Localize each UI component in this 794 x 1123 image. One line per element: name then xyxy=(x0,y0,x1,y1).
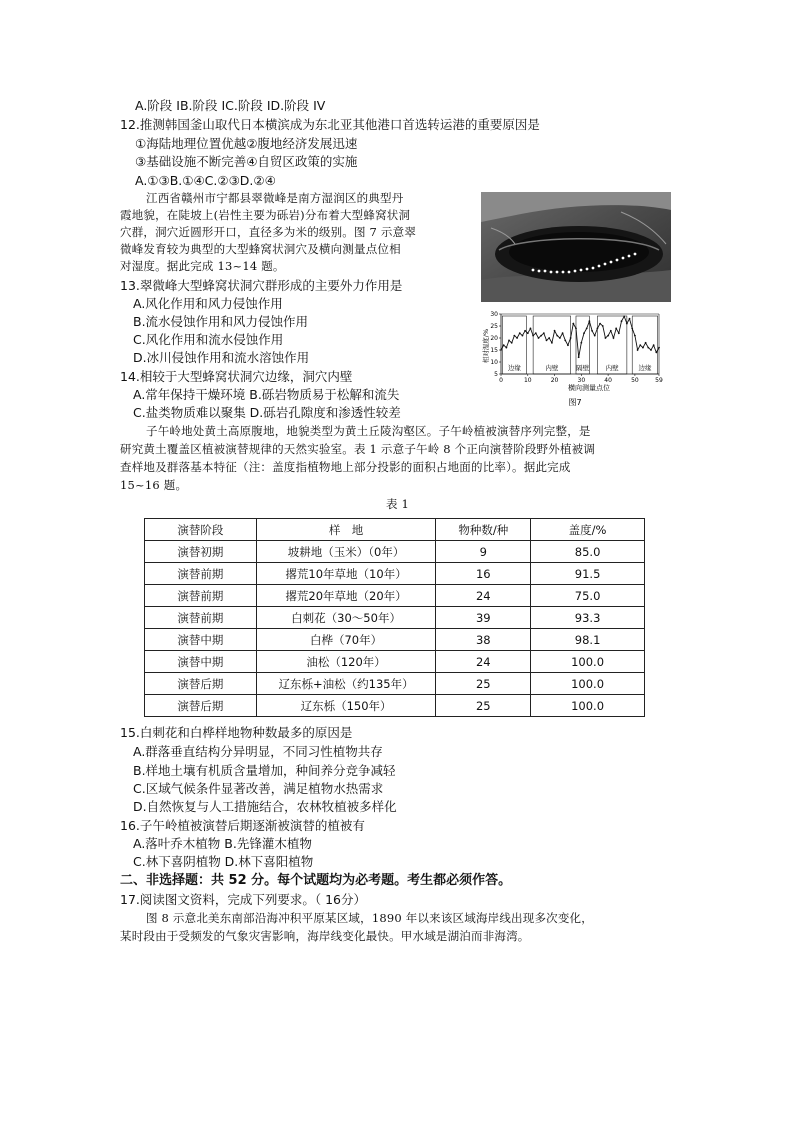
passage3-line: 图 8 示意北美东南部沿海冲积平原某区域，1890 年以来该区域海岸线出现多次变化， xyxy=(146,911,593,925)
q15-stem: 15.白刺花和白桦样地物种数最多的原因是 xyxy=(120,725,353,740)
table-cell: 白刺花（30～50年） xyxy=(256,607,436,629)
table-cell: 16 xyxy=(436,563,531,585)
section2-heading: 二、非选择题：共 52 分。每个试题均为必考题。考生都必须作答。 xyxy=(120,873,512,888)
humidity-point xyxy=(634,335,636,337)
x-tick-label: 0 xyxy=(499,377,503,384)
q13-option-a: A.风化作用和风力侵蚀作用 xyxy=(133,296,283,311)
humidity-point xyxy=(540,335,542,337)
q15-option-a: A.群落垂直结构分异明显，不同习性植物共存 xyxy=(133,744,383,759)
humidity-point xyxy=(591,330,593,332)
table-cell: 演替前期 xyxy=(145,563,257,585)
humidity-point xyxy=(631,328,633,330)
table-cell: 油松（120年） xyxy=(256,651,436,673)
humidity-point xyxy=(599,323,601,325)
passage1-line: 微峰发育较为典型的大型蜂窝状洞穴及横向测量点位相 xyxy=(120,242,401,256)
humidity-point xyxy=(650,349,652,351)
humidity-point xyxy=(548,337,550,339)
humidity-point xyxy=(618,332,620,334)
humidity-point xyxy=(524,330,526,332)
table-header: 演替阶段 xyxy=(145,519,257,541)
table-cell: 24 xyxy=(436,651,531,673)
y-tick-label: 30 xyxy=(490,311,498,318)
chart-ylabel: 相对湿度/% xyxy=(482,328,490,364)
humidity-point xyxy=(503,344,505,346)
y-tick-label: 15 xyxy=(490,347,498,354)
figure7-caption: 图7 xyxy=(568,398,582,407)
humidity-point xyxy=(623,316,625,318)
q17-stem: 17.阅读图文资料，完成下列要求。（ 16分） xyxy=(120,892,367,907)
humidity-point xyxy=(613,337,615,339)
humidity-point xyxy=(513,335,515,337)
q11-options: A.阶段 IB.阶段 IC.阶段 ID.阶段 IV xyxy=(135,98,326,113)
passage1-line: 霞地貌，在陡坡上(岩性主要为砾岩)分布着大型蜂窝状洞 xyxy=(120,208,411,222)
table-cell: 25 xyxy=(436,673,531,695)
humidity-point xyxy=(586,328,588,330)
chart-xlabel: 横向测量点位 xyxy=(568,384,610,392)
zone-label: 边缘 xyxy=(638,364,652,372)
succession-table xyxy=(144,518,645,717)
table-header-row xyxy=(145,519,645,541)
table-header: 盖度/% xyxy=(531,519,645,541)
q13-option-d: D.冰川侵蚀作用和流水溶蚀作用 xyxy=(133,350,310,365)
humidity-point xyxy=(559,337,561,339)
table-cell: 坡耕地（玉米）（0年） xyxy=(256,541,436,563)
table-cell: 演替中期 xyxy=(145,651,257,673)
cave-photo xyxy=(481,192,671,302)
humidity-point xyxy=(629,318,631,320)
humidity-point xyxy=(519,332,521,334)
passage3-line: 某时段由于受频发的气象灾害影响，海岸线变化最快。甲水域是湖泊而非海湾。 xyxy=(120,929,530,943)
table-cell: 白桦（70年） xyxy=(256,629,436,651)
humidity-point xyxy=(511,342,513,344)
q12-options: A.①③B.①④C.②③D.②④ xyxy=(135,173,276,188)
x-tick-label: 59 xyxy=(655,377,663,384)
humidity-point xyxy=(535,332,537,334)
table-row xyxy=(145,651,645,673)
humidity-point xyxy=(626,323,628,325)
table-cell: 39 xyxy=(436,607,531,629)
humidity-point xyxy=(615,328,617,330)
humidity-point xyxy=(516,337,518,339)
q16-options-cd: C.林下喜阴植物 D.林下喜阳植物 xyxy=(133,854,314,869)
humidity-chart-svg xyxy=(481,306,671,410)
humidity-point xyxy=(594,335,596,337)
q13-stem: 13.翠微峰大型蜂窝状洞穴群形成的主要外力作用是 xyxy=(120,278,403,293)
humidity-point xyxy=(658,347,660,349)
zone-label: 边缘 xyxy=(507,364,521,372)
zone-label: 隔壁 xyxy=(576,364,590,372)
table-cell: 演替前期 xyxy=(145,607,257,629)
humidity-point xyxy=(642,347,644,349)
humidity-point xyxy=(538,337,540,339)
table-header: 物种数/种 xyxy=(436,519,531,541)
passage2-line: 15~16 题。 xyxy=(120,478,188,492)
humidity-point xyxy=(500,349,502,351)
table-cell: 98.1 xyxy=(531,629,645,651)
y-tick-label: 10 xyxy=(490,359,498,366)
humidity-chart xyxy=(481,306,671,410)
table-row xyxy=(145,585,645,607)
passage2-line: 研究黄土覆盖区植被演替规律的天然实验室。表 1 示意子午岭 8 个正向演替阶段野外植被调 xyxy=(120,442,596,456)
humidity-point xyxy=(597,328,599,330)
table-cell: 演替中期 xyxy=(145,629,257,651)
table-row xyxy=(145,541,645,563)
table-cell: 100.0 xyxy=(531,695,645,717)
zone-label: 内壁 xyxy=(545,364,559,372)
table-cell: 演替后期 xyxy=(145,695,257,717)
table-cell: 演替前期 xyxy=(145,585,257,607)
humidity-point xyxy=(583,332,585,334)
x-tick-label: 40 xyxy=(604,377,612,384)
y-tick-label: 25 xyxy=(490,323,498,330)
humidity-point xyxy=(605,337,607,339)
humidity-point xyxy=(532,335,534,337)
table-cell: 75.0 xyxy=(531,585,645,607)
humidity-point xyxy=(602,325,604,327)
humidity-point xyxy=(647,347,649,349)
y-tick-label: 5 xyxy=(494,371,498,378)
table-row xyxy=(145,563,645,585)
table-cell: 演替后期 xyxy=(145,673,257,695)
humidity-point xyxy=(621,320,623,322)
humidity-point xyxy=(653,344,655,346)
table-row xyxy=(145,607,645,629)
q16-stem: 16.子午岭植被演替后期逐渐被演替的植被有 xyxy=(120,818,365,833)
table-cell: 辽东栎（150年） xyxy=(256,695,436,717)
humidity-point xyxy=(580,342,582,344)
table-cell: 38 xyxy=(436,629,531,651)
y-tick-label: 20 xyxy=(490,335,498,342)
table-cell: 91.5 xyxy=(531,563,645,585)
table-header: 样 地 xyxy=(256,519,436,541)
humidity-point xyxy=(546,340,548,342)
zone-label: 内壁 xyxy=(605,364,619,372)
table-cell: 93.3 xyxy=(531,607,645,629)
x-tick-label: 10 xyxy=(523,377,532,384)
humidity-point xyxy=(562,332,564,334)
humidity-point xyxy=(530,328,532,330)
table-cell: 撂荒20年草地（20年） xyxy=(256,585,436,607)
q12-stem: 12.推测韩国釜山取代日本横滨成为东北亚其他港口首选转运港的重要原因是 xyxy=(120,117,540,132)
humidity-point xyxy=(637,349,639,351)
humidity-point xyxy=(556,335,558,337)
table-cell: 9 xyxy=(436,541,531,563)
cave-photo-drawing xyxy=(481,192,671,302)
table-row xyxy=(145,629,645,651)
table-cell: 撂荒10年草地（10年） xyxy=(256,563,436,585)
q14-options-ab: A.常年保持干燥环境 B.砾岩物质易于松解和流失 xyxy=(133,387,400,402)
humidity-point xyxy=(570,337,572,339)
humidity-point xyxy=(567,344,569,346)
humidity-point xyxy=(543,332,545,334)
q14-stem: 14.相较于大型蜂窝状洞穴边缘，洞穴内壁 xyxy=(120,369,353,384)
x-tick-label: 50 xyxy=(631,377,639,384)
humidity-point xyxy=(575,328,577,330)
humidity-point xyxy=(551,342,553,344)
humidity-point xyxy=(588,320,590,322)
table-row xyxy=(145,695,645,717)
q15-option-b: B.样地土壤有机质含量增加，种间养分竞争减轻 xyxy=(133,763,396,778)
humidity-point xyxy=(508,340,510,342)
passage1-line: 对湿度。据此完成 13~14 题。 xyxy=(120,259,285,273)
humidity-point xyxy=(645,342,647,344)
q16-options-ab: A.落叶乔木植物 B.先锋灌木植物 xyxy=(133,836,312,851)
humidity-point xyxy=(572,323,574,325)
humidity-point xyxy=(554,330,556,332)
q13-option-c: C.风化作用和流水侵蚀作用 xyxy=(133,332,284,347)
humidity-series-line xyxy=(501,316,659,357)
humidity-point xyxy=(639,344,641,346)
passage2-line: 查样地及群落基本特征（注：盖度指植物地上部分投影的面积占地面的比率）。据此完成 xyxy=(120,460,571,474)
humidity-point xyxy=(505,347,507,349)
x-tick-label: 20 xyxy=(550,377,559,384)
passage1-line: 穴群，洞穴近圆形开口，直径多为米的级别。图 7 示意翠 xyxy=(120,225,417,239)
table-caption: 表 1 xyxy=(386,497,410,511)
passage2-line: 子午岭地处黄土高原腹地，地貌类型为黄土丘陵沟壑区。子午岭植被演替序列完整，是 xyxy=(146,424,591,438)
table-cell: 85.0 xyxy=(531,541,645,563)
passage1-line: 江西省赣州市宁都县翠微峰是南方湿润区的典型丹 xyxy=(146,191,404,205)
humidity-point xyxy=(564,340,566,342)
table-cell: 25 xyxy=(436,695,531,717)
humidity-point xyxy=(527,332,529,334)
q13-option-b: B.流水侵蚀作用和风力侵蚀作用 xyxy=(133,314,309,329)
humidity-point xyxy=(522,335,524,337)
x-tick-label: 30 xyxy=(577,377,586,384)
q12-row2: ③基础设施不断完善④自贸区政策的实施 xyxy=(135,154,358,169)
q12-row1: ①海陆地理位置优越②腹地经济发展迅速 xyxy=(135,136,358,151)
table-cell: 辽东栎+油松（约135年） xyxy=(256,673,436,695)
humidity-point xyxy=(607,335,609,337)
table-cell: 100.0 xyxy=(531,673,645,695)
humidity-point xyxy=(610,330,612,332)
table-cell: 24 xyxy=(436,585,531,607)
table-cell: 演替初期 xyxy=(145,541,257,563)
table-cell: 100.0 xyxy=(531,651,645,673)
humidity-point xyxy=(655,352,657,354)
table-row xyxy=(145,673,645,695)
q14-options-cd: C.盐类物质难以聚集 D.砾岩孔隙度和渗透性较差 xyxy=(133,405,401,420)
humidity-point xyxy=(578,356,580,358)
q15-option-d: D.自然恢复与人工措施结合，农林牧植被多样化 xyxy=(133,799,397,814)
q15-option-c: C.区域气候条件显著改善，满足植物水热需求 xyxy=(133,781,384,796)
